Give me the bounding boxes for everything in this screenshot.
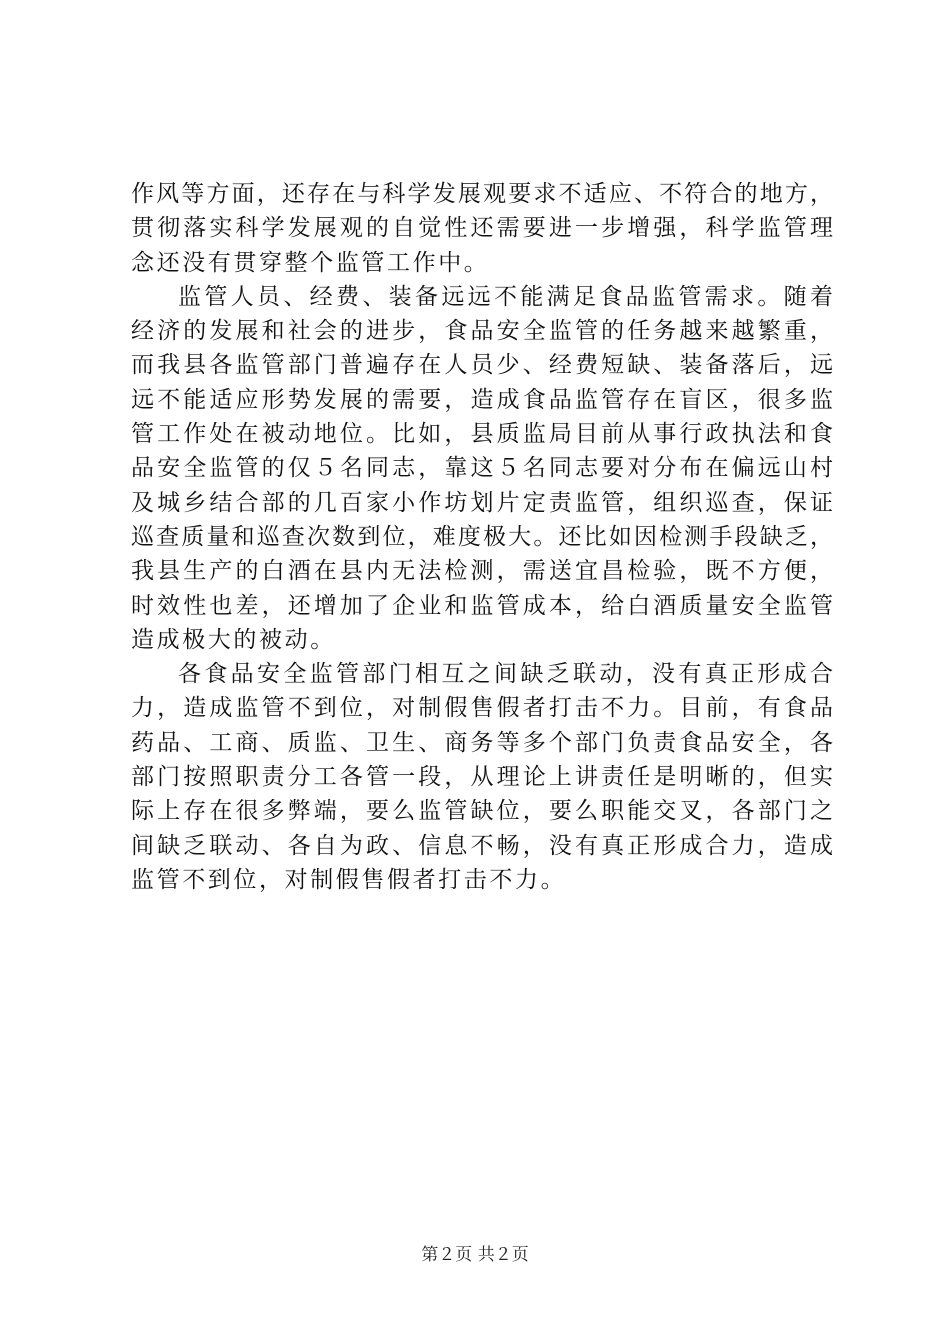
text-line: 各食品安全监管部门相互之间缺乏联动，没有真正形成合: [178, 661, 833, 688]
text-line: 间缺乏联动、各自为政、信息不畅，没有真正形成合力，造成: [131, 832, 833, 859]
paragraph-2: [131, 280, 833, 657]
text-line: 时效性也差，还增加了企业和监管成本，给白酒质量安全监管: [131, 592, 833, 619]
text-line: 药品、工商、质监、卫生、商务等多个部门负责食品安全，各: [131, 729, 833, 756]
text-line: 品安全监管的仅５名同志，靠这５名同志要对分布在偏远山村: [131, 455, 833, 482]
text-line: 部门按照职责分工各管一段，从理论上讲责任是明晰的，但实: [131, 764, 833, 791]
text-line: 远不能适应形势发展的需要，造成食品监管存在盲区，很多监: [131, 386, 833, 413]
paragraph-1: [131, 177, 833, 280]
text-line: 作风等方面，还存在与科学发展观要求不适应、不符合的地方，: [131, 181, 833, 207]
document-body: [131, 177, 833, 897]
text-line: 我县生产的白酒在县内无法检测，需送宜昌检验，既不方便，: [131, 558, 833, 585]
page-footer: [0, 1244, 950, 1266]
text-line: 及城乡结合部的几百家小作坊划片定责监管，组织巡查，保证: [131, 489, 833, 516]
text-line: 管工作处在被动地位。比如，县质监局目前从事行政执法和食: [131, 421, 833, 448]
text-line: 造成极大的被动。: [131, 626, 336, 653]
text-line: 经济的发展和社会的进步，食品安全监管的任务越来越繁重，: [131, 318, 833, 345]
page-number-label: 第２页 共２页: [421, 1245, 529, 1265]
text-line: 念还没有贯穿整个监管工作中。: [131, 249, 490, 276]
text-line: 监管不到位，对制假售假者打击不力。: [131, 866, 567, 893]
paragraph-3: [131, 657, 833, 897]
text-line: 力，造成监管不到位，对制假售假者打击不力。目前，有食品: [131, 695, 833, 722]
text-line: 贯彻落实科学发展观的自觉性还需要进一步增强，科学监管理: [131, 215, 833, 242]
text-line: 巡查质量和巡查次数到位，难度极大。还比如因检测手段缺乏，: [131, 523, 833, 550]
text-line: 际上存在很多弊端，要么监管缺位，要么职能交叉，各部门之: [131, 798, 833, 825]
text-line: 而我县各监管部门普遍存在人员少、经费短缺、装备落后，远: [131, 352, 833, 379]
text-line: 监管人员、经费、装备远远不能满足食品监管需求。随着: [178, 283, 833, 310]
